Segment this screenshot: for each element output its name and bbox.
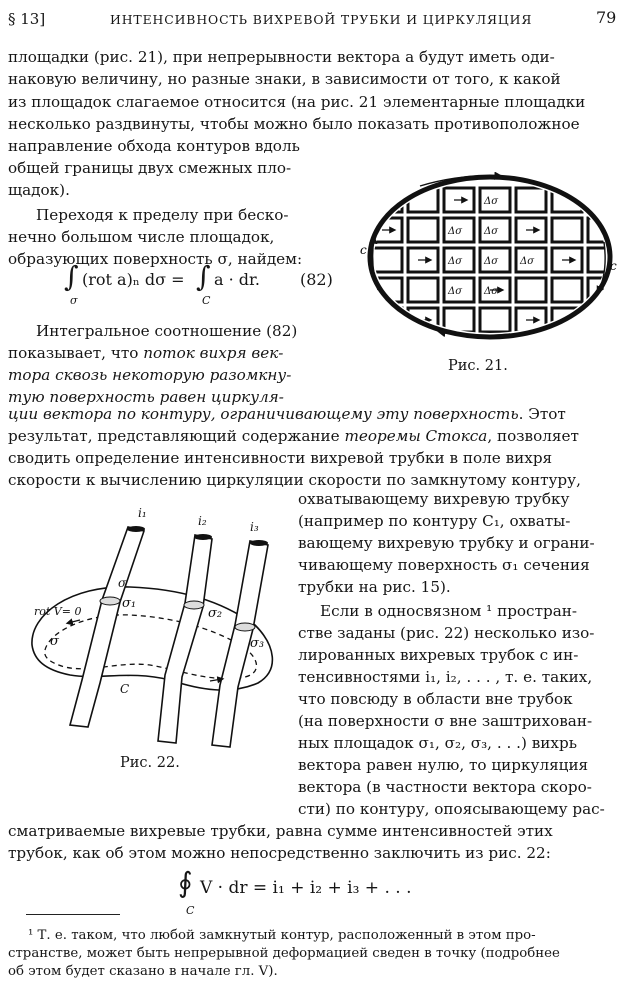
cell-label: Δσ (448, 226, 463, 237)
text-line: чивающему поверхность σ₁ сечения (298, 556, 590, 574)
text-line: наковую величину, но разные знаки, в зависимости от того, к какой (8, 70, 561, 88)
text-line: (например по контуру C₁, охваты- (298, 512, 571, 530)
text-line: Интегральное соотношение (82) (36, 322, 298, 340)
equation-circulation (178, 866, 458, 922)
text-run: , позволяет (487, 427, 579, 445)
text-run: . Этот (518, 405, 566, 423)
text-line: вектора равен нулю, то циркуляция (298, 756, 589, 774)
cell-label: Δσ (484, 196, 499, 207)
tube-end (127, 526, 145, 532)
text-line: сматриваемые вихревые трубки, равна сумме интенсивностей этих (8, 822, 553, 840)
section-number: § 13] (8, 10, 46, 28)
eq82-sub-right: C (202, 294, 211, 307)
text-line: тенсивностями i₁, i₂, . . . , т. е. таких, (298, 668, 593, 686)
figure-21 (360, 172, 620, 342)
text-line: из площадок слагаемое относится (на рис. 21 элементарные площадки (8, 93, 586, 111)
text-line (8, 405, 566, 423)
equation-82 (64, 260, 334, 310)
text-line: (на поверхности σ вне заштрихован- (298, 712, 593, 730)
fig22-label-C: C (120, 682, 130, 696)
vortex-tube-2 (158, 535, 212, 743)
text-line: сводить определение интенсивности вихревой трубки в поле вихря (8, 449, 553, 467)
vortex-tube-1 (70, 527, 144, 727)
text-line: что повсюду в области вне трубок (298, 690, 573, 708)
figure-22 (10, 505, 290, 755)
text-line: нечно большом числе площадок, (8, 228, 275, 246)
cell-label: Δσ (484, 256, 499, 267)
text-line: общей границы двух смежных пло- (8, 159, 292, 177)
fig21-label-c: c (610, 259, 617, 273)
figure-22-caption: Рис. 22. (120, 755, 180, 771)
text-run-italic: теоремы Стокса (344, 427, 488, 445)
cell-label: Δσ (448, 286, 463, 297)
text-run-italic: поток вихря век- (143, 344, 284, 362)
text-run-italic: ции вектора по контуру, ограничивающему эту поверхность (8, 405, 519, 423)
circ-body: V · dr = i₁ + i₂ + i₃ + . . . (200, 878, 412, 898)
fig22-label-rot: rot V= 0 (34, 605, 82, 618)
cell-label: Δσ (448, 256, 463, 267)
text-line: Если в односвязном ¹ простран- (320, 602, 578, 620)
text-line: щадок). (8, 181, 70, 199)
text-run: показывает, что (8, 344, 144, 362)
text-line: вающему вихревую трубку и ограни- (298, 534, 595, 552)
fig22-label-sigma: σ (50, 634, 59, 649)
fig22-label-i2: i₂ (198, 514, 207, 528)
text-line: образующих поверхность σ, найдем: (8, 250, 303, 268)
text-run: результат, представляющий содержание (8, 427, 345, 445)
text-line: скорости к вычислению циркуляции скорости по замкнутому контуру, (8, 471, 581, 489)
tube-end (250, 540, 268, 546)
fig22-label-i3: i₃ (250, 520, 259, 534)
text-line: трубок, как об этом можно непосредственно заключить из рис. 22: (8, 844, 551, 862)
eq82-left: (rot a)ₙ dσ = (82, 270, 185, 289)
figure-21-caption: Рис. 21. (448, 358, 508, 374)
section-sigma-1 (100, 597, 120, 605)
integral-sign: ∫ (196, 260, 211, 293)
eq82-right: a · dr. (214, 270, 261, 289)
contour-integral-sign: ∮ (178, 866, 193, 899)
footnote-line: об этом будет сказано в начале гл. V). (8, 964, 278, 979)
section-sigma-3 (235, 623, 255, 631)
footnote-rule (26, 914, 120, 915)
fig22-label-i1: i₁ (138, 506, 147, 520)
cell-label: Δσ (484, 226, 499, 237)
text-line: трубки на рис. 15). (298, 578, 451, 596)
fig22-label-s3: σ₃ (250, 636, 265, 651)
fig22-label-s1: σ₁ (122, 596, 137, 611)
text-line: Переходя к пределу при беско- (36, 206, 289, 224)
tube-end (194, 534, 212, 540)
cell-label: Δσ (484, 286, 499, 297)
text-line (8, 344, 283, 362)
integral-sign: ∫ (64, 260, 79, 293)
fig22-label-sigma-top: σ (118, 576, 127, 590)
text-line (8, 427, 579, 445)
text-line: сти) по контуру, опоясывающему рас- (298, 800, 605, 818)
text-line: тую поверхность равен циркуля- (8, 388, 284, 406)
section-sigma-2 (184, 601, 204, 609)
footnote-line: ¹ Т. е. таком, что любой замкнутый контур, расположенный в этом про- (28, 928, 536, 943)
text-line: ных площадок σ₁, σ₂, σ₃, . . .) вихрь (298, 734, 577, 752)
text-line: стве заданы (рис. 22) несколько изо- (298, 624, 595, 642)
text-line: направление обхода контуров вдоль (8, 137, 300, 155)
text-line: тора сквозь некоторую разомкну- (8, 366, 292, 384)
eq82-number: (82) (300, 270, 333, 289)
eq82-sub-left: σ (70, 294, 78, 307)
cell-label: Δσ (520, 256, 535, 267)
text-line: охватывающему вихревую трубку (298, 490, 570, 508)
text-line: площадки (рис. 21), при непрерывности вектора a будут иметь оди- (8, 48, 555, 66)
header-title: ИНТЕНСИВНОСТЬ ВИХРЕВОЙ ТРУБКИ И ЦИРКУЛЯЦИЯ (110, 12, 533, 27)
circ-sub: C (186, 904, 195, 917)
text-line: несколько раздвинуты, чтобы можно было показать противоположное (8, 115, 580, 133)
text-line: вектора (в частности вектора скоро- (298, 778, 592, 796)
fig22-label-s2: σ₂ (208, 606, 223, 621)
page-number: 79 (596, 8, 617, 27)
fig21-label-c: c (360, 243, 367, 257)
text-line: лированных вихревых трубок с ин- (298, 646, 579, 664)
footnote-line: странстве, может быть непрерывной деформацией сведен в точку (подробнее (8, 946, 560, 961)
